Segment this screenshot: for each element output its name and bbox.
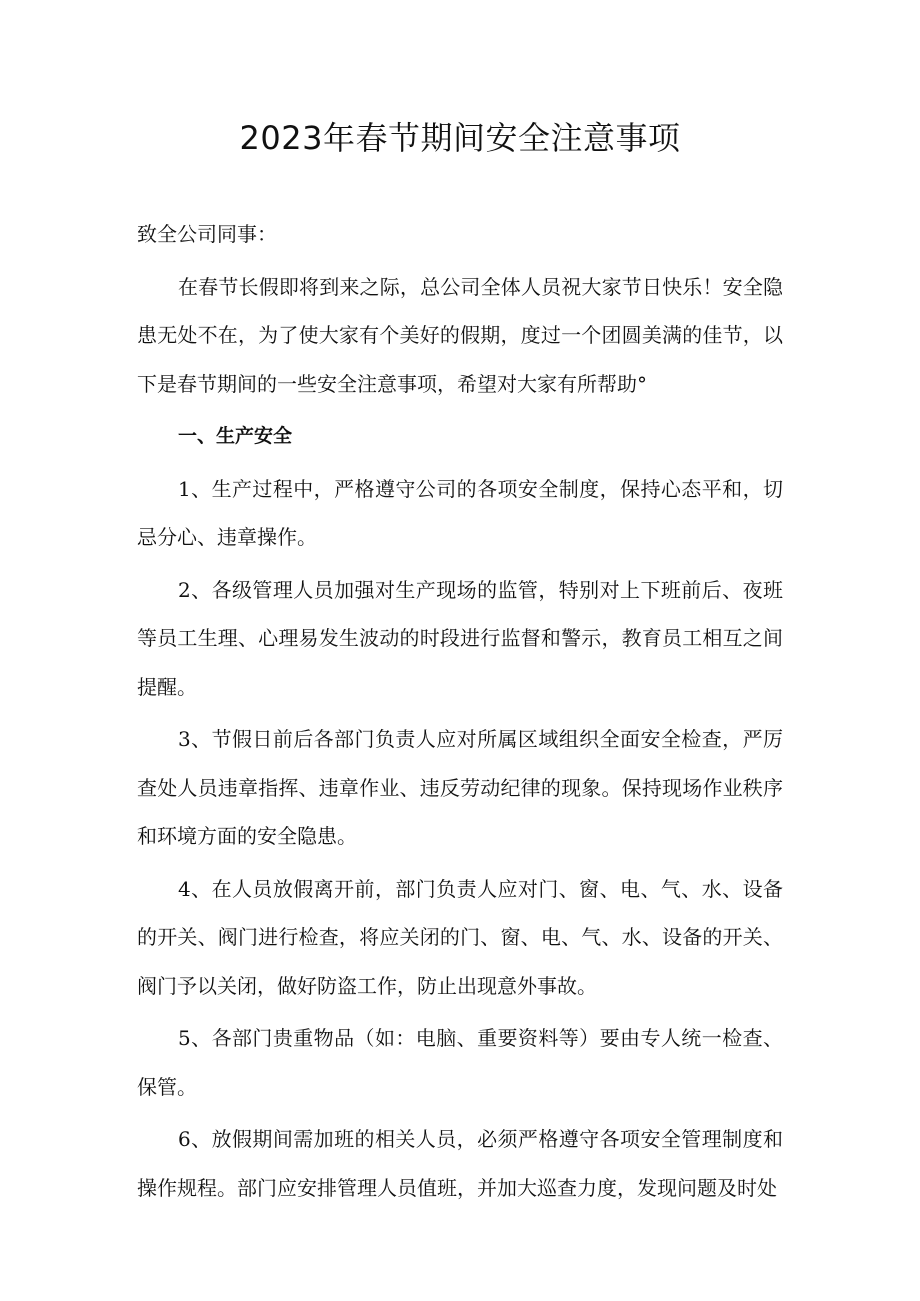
- list-item-2: 2、各级管理人员加强对生产现场的监管，特别对上下班前后、夜班等员工生理、心理易发生波动的时段进行监督和警示，教育员工相互之间提醒。: [137, 577, 783, 699]
- list-item-1: 1、生产过程中，严格遵守公司的各项安全制度，保持心态平和，切忌分心、违章操作。: [137, 476, 783, 549]
- section-heading: 一、生产安全: [178, 425, 293, 447]
- list-item-5: 5、各部门贵重物品（如：电脑、重要资料等）要由专人统一检查、保管。: [137, 1026, 783, 1099]
- document-body: [137, 210, 783, 1216]
- greeting: 致全公司同事：: [137, 222, 277, 246]
- list-item-3: 3、节假日前后各部门负责人应对所属区域组织全面安全检查，严厉查处人员违章指挥、违章作业、违反劳动纪律的现象。保持现场作业秩序和环境方面的安全隐患。: [137, 727, 783, 848]
- list-item-6: 6、放假期间需加班的相关人员，必须严格遵守各项安全管理制度和操作规程。部门应安排管理人员值班，并加大巡查力度，发现问题及时处: [137, 1127, 783, 1200]
- document-title: 2023年春节期间安全注意事项: [239, 119, 681, 157]
- intro-paragraph: 在春节长假即将到来之际，总公司全体人员祝大家节日快乐！安全隐患无处不在，为了使大家有个美好的假期，度过一个团圆美满的佳节，以下是春节期间的一些安全注意事项，希望对大家有所帮助°: [137, 274, 783, 396]
- list-item-4: 4、在人员放假离开前，部门负责人应对门、窗、电、气、水、设备的开关、阀门进行检查，将应关闭的门、窗、电、气、水、设备的开关、阀门予以关闭，做好防盗工作，防止出现意外事故。: [137, 876, 783, 998]
